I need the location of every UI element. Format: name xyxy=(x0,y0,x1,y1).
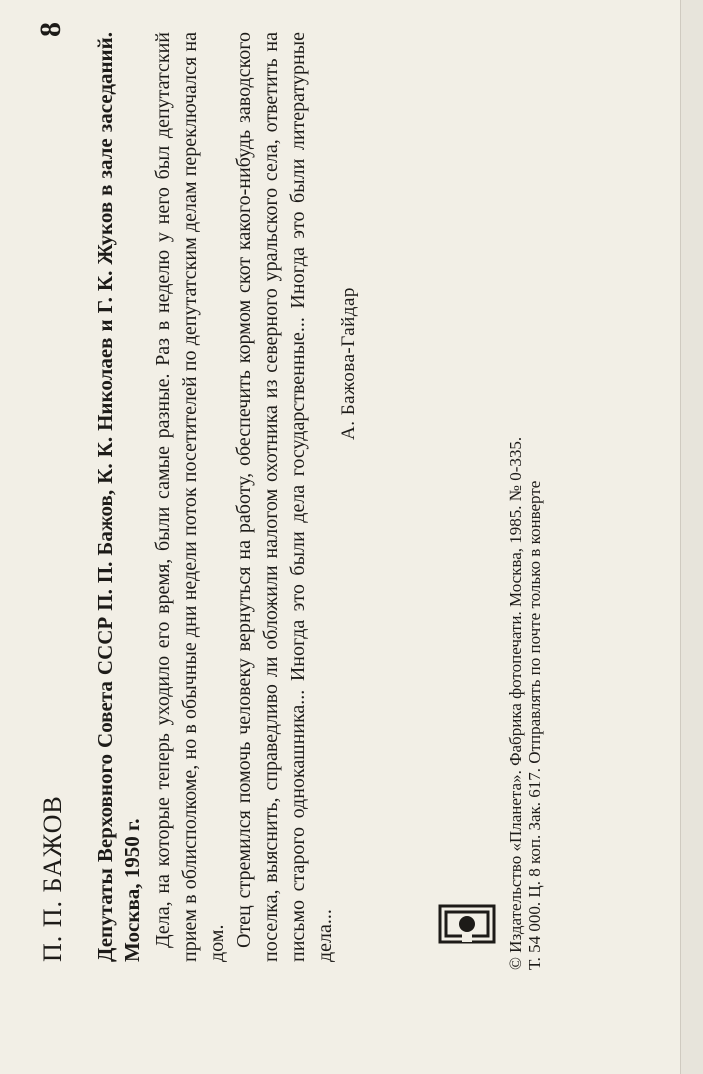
imprint-line-1: © Издательство «Планета». Фабрика фотопечати. Москва, 1985. № 0-335. xyxy=(506,436,525,970)
paragraph-2: Отец стремился помочь человеку вернуться на работу, обеспечить кормом скот какого-нибудь заводского поселка, выяснить, справедливо ли обложили налогом охотника из северного уральского села, ответить на письмо старого однокашника... Иногда это были дела государственные... Иногда это были литературные дела... xyxy=(233,32,336,962)
signature: А. Бажова-Гайдар xyxy=(338,287,359,440)
paragraph-1: Дела, на которые теперь уходило его время, были самые разные. Раз в неделю у него был депутатский прием в облисполкоме, но в обычные дни недели поток посетителей по депутатским делам переключался на дом. xyxy=(152,32,228,962)
publisher-logo-icon xyxy=(438,904,496,944)
author-name: П. П. БАЖОВ xyxy=(38,795,67,962)
paper-edge xyxy=(680,0,703,1074)
photo-caption: Депутаты Верховного Совета СССР П. П. Бажов, К. К. Николаев и Г. К. Жуков в зале заседаний. Москва, 1950 г. xyxy=(93,32,144,962)
imprint xyxy=(506,270,544,970)
page-number: 8 xyxy=(34,22,67,37)
body-text xyxy=(150,32,339,962)
imprint-line-2: Т. 54 000. Ц. 8 коп. Зак. 617. Отправлять по почте только в конверте xyxy=(525,480,544,970)
header xyxy=(34,22,78,962)
postcard-back xyxy=(20,0,680,1000)
